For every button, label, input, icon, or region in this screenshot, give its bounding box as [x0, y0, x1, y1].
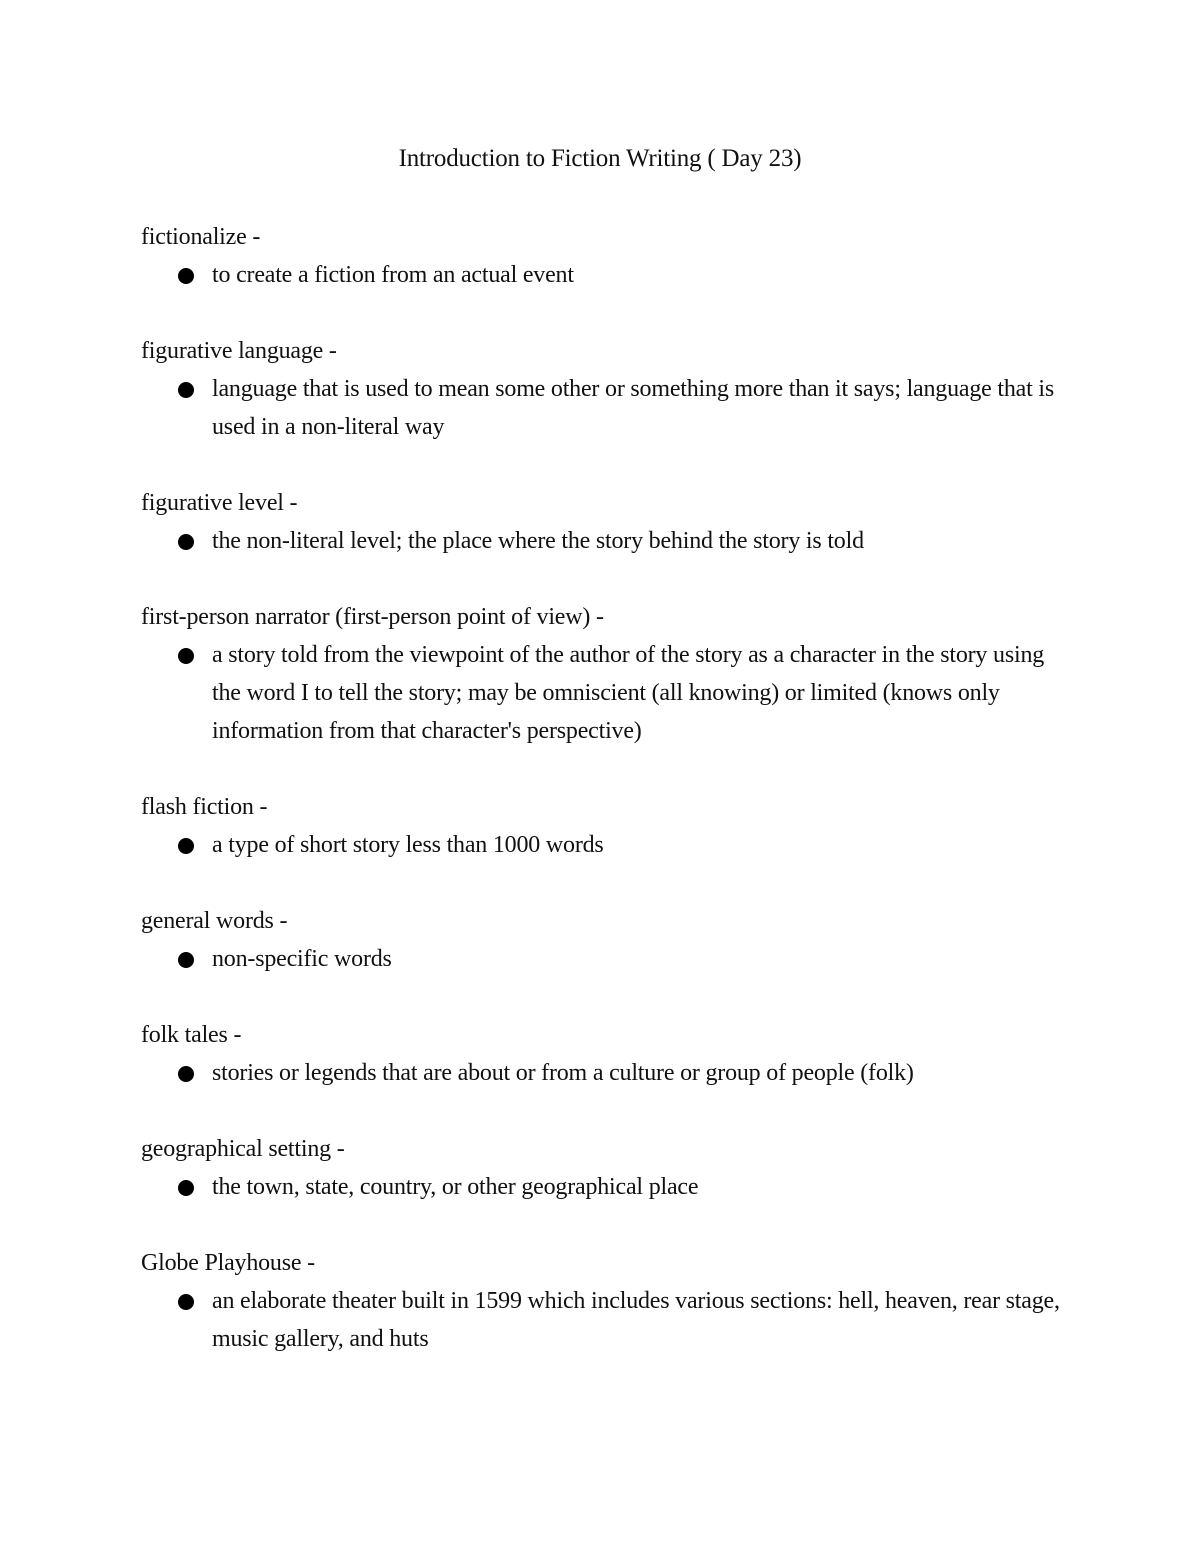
glossary-entry — [141, 1244, 1061, 1358]
glossary-term: figurative language - — [141, 338, 337, 364]
glossary-definition: the town, state, country, or other geographical place — [212, 1174, 699, 1200]
glossary-entry — [141, 1130, 1061, 1206]
glossary-entry — [141, 1016, 1061, 1092]
bullet-icon — [178, 382, 194, 398]
glossary-definition: to create a fiction from an actual event — [212, 262, 574, 288]
glossary-definition: stories or legends that are about or from a culture or group of people (folk) — [212, 1060, 914, 1086]
glossary-definition: language that is used to mean some other or something more than it says; language that is used in a non-literal way — [212, 376, 1055, 440]
glossary-term: first-person narrator (first-person point of view) - — [141, 604, 604, 630]
glossary-term: general words - — [141, 908, 288, 934]
glossary-definition-item — [212, 1168, 1061, 1206]
glossary-definition-item — [212, 1282, 1061, 1358]
bullet-icon — [178, 268, 194, 284]
glossary-term: Globe Playhouse - — [141, 1250, 315, 1276]
document-title: Introduction to Fiction Writing ( Day 23) — [398, 145, 802, 172]
glossary-entry — [141, 902, 1061, 978]
glossary-term: folk tales - — [141, 1022, 242, 1048]
glossary-term: flash fiction - — [141, 794, 268, 820]
glossary-definition-item — [212, 522, 1061, 560]
glossary-entry — [141, 332, 1061, 446]
glossary-term: geographical setting - — [141, 1136, 345, 1162]
glossary-definition: a type of short story less than 1000 words — [212, 832, 604, 858]
glossary-definition-item — [212, 940, 1061, 978]
glossary-definition-item — [212, 1054, 1061, 1092]
bullet-icon — [178, 1180, 194, 1196]
glossary-entry — [141, 598, 1061, 750]
glossary-term: fictionalize - — [141, 224, 261, 250]
glossary-term: figurative level - — [141, 490, 298, 516]
glossary-definition-item — [212, 256, 1061, 294]
bullet-icon — [178, 838, 194, 854]
bullet-icon — [178, 952, 194, 968]
glossary-list — [141, 218, 1061, 1396]
glossary-definition: non-specific words — [212, 946, 392, 972]
glossary-entry — [141, 788, 1061, 864]
glossary-entry — [141, 484, 1061, 560]
glossary-definition: an elaborate theater built in 1599 which includes various sections: hell, heaven, rear stage, music gallery, and huts — [212, 1288, 1060, 1352]
bullet-icon — [178, 648, 194, 664]
glossary-definition-item — [212, 636, 1061, 750]
bullet-icon — [178, 534, 194, 550]
glossary-definition-item — [212, 370, 1061, 446]
glossary-definition: a story told from the viewpoint of the author of the story as a character in the story using the word I to tell the story; may be omniscient (all knowing) or limited (knows only information from that character's perspective) — [212, 642, 1045, 744]
glossary-definition-item — [212, 826, 1061, 864]
glossary-entry — [141, 218, 1061, 294]
glossary-definition: the non-literal level; the place where the story behind the story is told — [212, 528, 864, 554]
bullet-icon — [178, 1066, 194, 1082]
bullet-icon — [178, 1294, 194, 1310]
